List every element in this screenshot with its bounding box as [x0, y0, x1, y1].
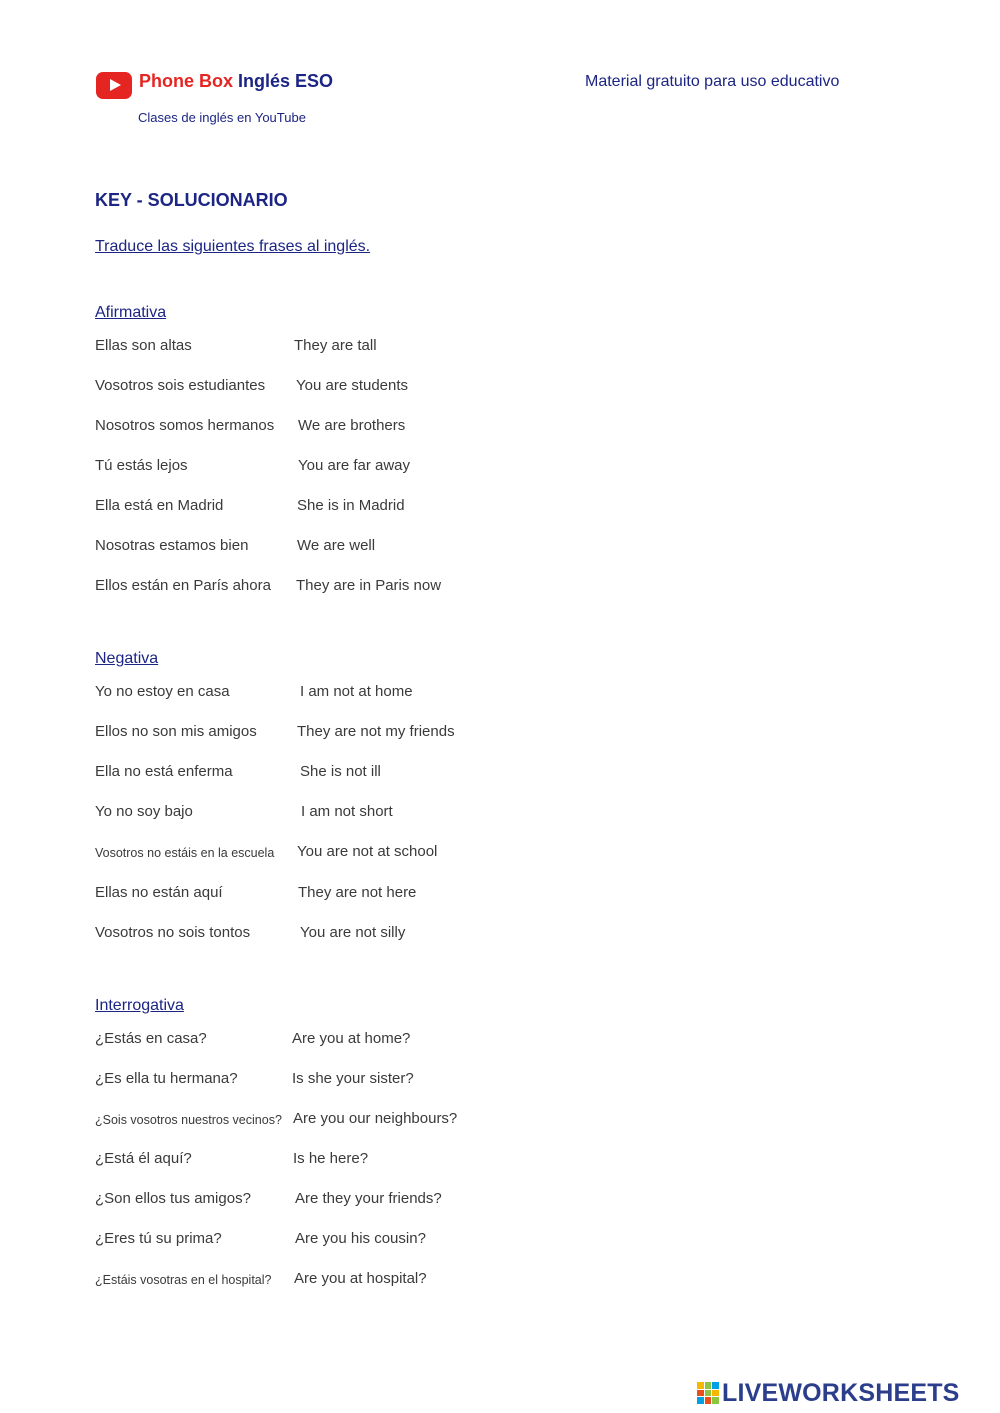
english-answer: Are you his cousin? [295, 1230, 426, 1247]
english-answer: They are in Paris now [296, 577, 442, 594]
spanish-phrase: Vosotros no sois tontos [95, 924, 251, 941]
page-title: KEY - SOLUCIONARIO [95, 190, 288, 210]
spanish-phrase: Ella no está enferma [95, 763, 233, 780]
english-answer: Are you at hospital? [294, 1270, 427, 1287]
english-answer: We are brothers [298, 417, 406, 434]
english-answer: Is she your sister? [292, 1070, 414, 1087]
spanish-phrase: ¿Estáis vosotras en el hospital? [95, 1273, 272, 1287]
english-answer: Are you at home? [292, 1030, 411, 1047]
spanish-phrase: ¿Son ellos tus amigos? [95, 1190, 251, 1207]
spanish-phrase: Ella está en Madrid [95, 497, 224, 514]
brand-name-red: Phone Box [139, 71, 234, 91]
english-answer: Is he here? [293, 1150, 369, 1167]
english-answer: You are not at school [297, 843, 438, 860]
brand-name-blue: Inglés ESO [238, 71, 334, 91]
brand-name [139, 71, 333, 92]
spanish-phrase: ¿Es ella tu hermana? [95, 1070, 238, 1087]
spanish-phrase: Ellas son altas [95, 337, 192, 354]
spanish-phrase: Yo no estoy en casa [95, 683, 230, 700]
spanish-phrase: Nosotras estamos bien [95, 537, 249, 554]
spanish-phrase: ¿Sois vosotros nuestros vecinos? [95, 1113, 282, 1127]
english-answer: They are tall [294, 337, 377, 354]
brand-tagline: Clases de inglés en YouTube [138, 110, 306, 125]
spanish-phrase: Ellos no son mis amigos [95, 723, 257, 740]
free-material-note: Material gratuito para uso educativo [585, 73, 840, 90]
english-answer: They are not my friends [297, 723, 455, 740]
english-answer: She is not ill [300, 763, 381, 780]
spanish-phrase: Tú estás lejos [95, 457, 188, 474]
spanish-phrase: ¿Estás en casa? [95, 1030, 207, 1047]
spanish-phrase: Vosotros no estáis en la escuela [95, 846, 275, 860]
english-answer: I am not at home [300, 683, 413, 700]
youtube-play-icon [96, 72, 132, 99]
spanish-phrase: Vosotros sois estudiantes [95, 377, 266, 394]
english-answer: Are they your friends? [295, 1190, 442, 1207]
spanish-phrase: Nosotros somos hermanos [95, 417, 275, 434]
english-answer: You are not silly [300, 924, 406, 941]
liveworksheets-logo [697, 1378, 960, 1408]
english-answer: They are not here [298, 884, 417, 901]
spanish-phrase: ¿Eres tú su prima? [95, 1230, 222, 1247]
spanish-phrase: Ellas no están aquí [95, 884, 223, 901]
english-answer: We are well [297, 537, 376, 554]
liveworksheets-wordmark: LIVEWORKSHEETS [722, 1378, 960, 1407]
english-answer: She is in Madrid [297, 497, 405, 514]
spanish-phrase: Ellos están en París ahora [95, 577, 271, 594]
section-heading-afirmativa: Afirmativa [95, 304, 167, 321]
english-answer: You are students [296, 377, 409, 394]
section-heading-interrogativa: Interrogativa [95, 997, 184, 1014]
instruction: Traduce las siguientes frases al inglés. [95, 238, 371, 255]
english-answer: You are far away [298, 457, 411, 474]
liveworksheets-grid-icon [697, 1382, 719, 1404]
english-answer: I am not short [301, 803, 393, 820]
spanish-phrase: ¿Está él aquí? [95, 1150, 192, 1167]
spanish-phrase: Yo no soy bajo [95, 803, 193, 820]
section-heading-negativa: Negativa [95, 650, 159, 667]
english-answer: Are you our neighbours? [293, 1110, 458, 1127]
